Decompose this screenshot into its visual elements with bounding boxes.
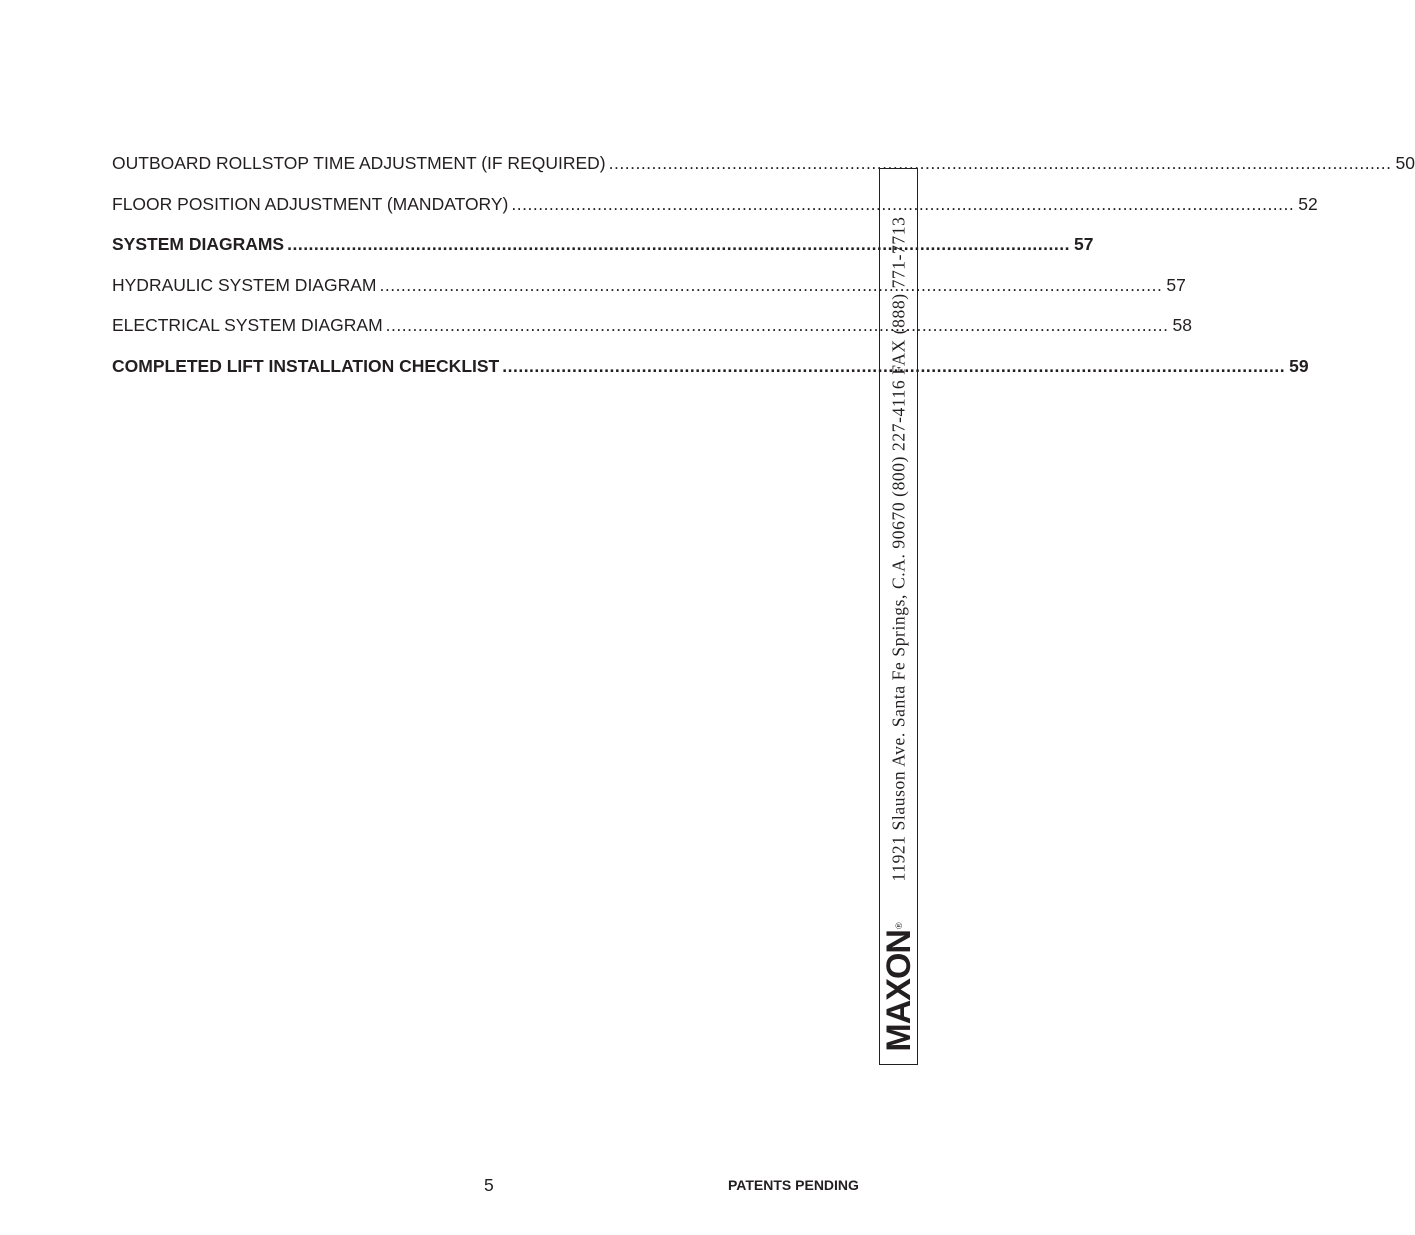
toc-leader-dots: .................................................................................................................................................. [502, 355, 1286, 376]
patents-notice: PATENTS PENDING [728, 1177, 859, 1193]
toc-entry[interactable] [112, 151, 1415, 192]
table-of-contents [112, 151, 1415, 395]
page-number: 5 [484, 1175, 494, 1195]
toc-entry-page: 57 [1166, 274, 1186, 295]
toc-entry-title: FLOOR POSITION ADJUSTMENT (MANDATORY) [112, 193, 509, 214]
company-address: 11921 Slauson Ave. Santa Fe Springs, C.A. 90670 (800) 227-4116 FAX (888) 771-7713 [888, 216, 909, 882]
toc-leader-dots: .................................................................................................................................................. [608, 153, 1392, 173]
toc-entry-title: HYDRAULIC SYSTEM DIAGRAM [112, 274, 377, 295]
toc-entry-title: ELECTRICAL SYSTEM DIAGRAM [112, 315, 383, 336]
toc-leader-dots: .................................................................................................................................................. [511, 193, 1295, 214]
toc-entry-title: SYSTEM DIAGRAMS [112, 234, 285, 255]
logo-text: MAXON [880, 930, 918, 1052]
toc-leader-dots: .................................................................................................................................................. [385, 315, 1169, 336]
toc-entry-page: 50 [1395, 153, 1415, 173]
toc-entry[interactable] [112, 232, 1094, 273]
toc-entry-page: 57 [1073, 234, 1094, 255]
company-sidebar [879, 168, 918, 1065]
toc-entry-page: 58 [1172, 315, 1192, 336]
toc-entry[interactable] [112, 192, 1318, 233]
maxon-logo [882, 922, 916, 1051]
toc-entry-page: 52 [1298, 193, 1318, 214]
toc-entry[interactable] [112, 273, 1186, 314]
registered-mark: ® [894, 922, 904, 930]
toc-leader-dots: .................................................................................................................................................. [287, 234, 1070, 255]
toc-leader-dots: .................................................................................................................................................. [379, 274, 1163, 295]
toc-entry[interactable] [112, 313, 1192, 354]
toc-entry-page: 59 [1289, 355, 1309, 376]
toc-entry-title: COMPLETED LIFT INSTALLATION CHECKLIST [112, 355, 500, 376]
toc-entry[interactable] [112, 354, 1309, 395]
toc-entry-title: OUTBOARD ROLLSTOP TIME ADJUSTMENT (IF REQUIRED) [112, 153, 606, 173]
